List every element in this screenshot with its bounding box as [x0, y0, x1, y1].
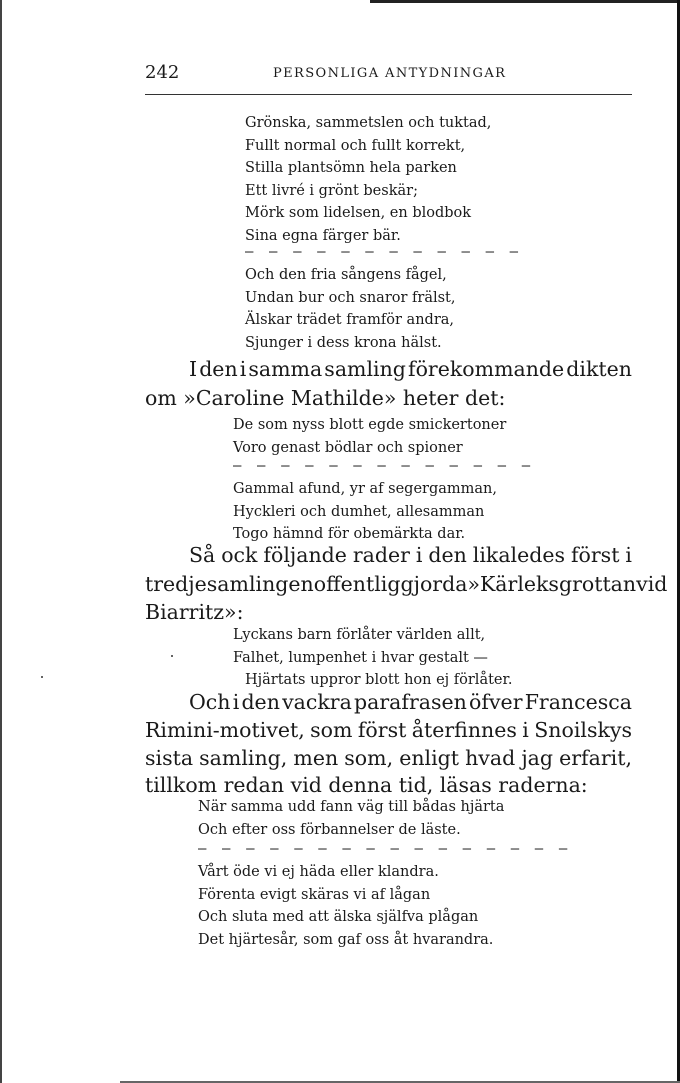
word: som	[310, 718, 353, 742]
running-head	[145, 60, 630, 90]
scan-speck	[41, 676, 43, 678]
word: i	[522, 718, 529, 742]
word: samling	[324, 357, 406, 381]
word: följande	[263, 543, 347, 567]
verse-line: Gammal afund, yr af segergamman,	[233, 481, 497, 497]
poem-4-ellipsis-dashes: — — — — — — — — — — — — — — — —	[198, 841, 571, 857]
word: tredje	[145, 572, 207, 596]
word: den	[199, 357, 238, 381]
scan-edge-left	[0, 0, 2, 1083]
word: Rimini-motivet,	[145, 718, 305, 742]
word: enligt	[399, 746, 459, 770]
poem-1-stanza-1	[245, 112, 491, 247]
word: den	[428, 543, 467, 567]
word: erfarit,	[559, 746, 632, 770]
word: Snoilskys	[534, 718, 632, 742]
verse-line: Falhet, lumpenhet i hvar gestalt —	[233, 649, 488, 666]
verse-line: Ett livré i grönt beskär;	[245, 182, 418, 199]
word: hvad	[465, 746, 516, 770]
verse-line: Älskar trädet framför andra,	[245, 312, 455, 328]
prose-3-line-1	[189, 690, 632, 714]
verse-line: Sjunger i dess krona hälst.	[245, 334, 442, 351]
header-rule	[145, 94, 632, 95]
verse-line: Grönska, sammetslen och tuktad,	[245, 115, 492, 131]
word: Francesca	[524, 690, 632, 714]
word: först	[570, 543, 620, 567]
verse-line: Hjärtats uppror blott hon ej förlåter.	[245, 672, 513, 688]
word: likaledes	[472, 543, 566, 567]
poem-2-stanza-2	[233, 478, 497, 546]
word: förekommande	[408, 357, 565, 381]
poem-2-stanza-1	[233, 414, 506, 459]
prose-1-line-1	[189, 357, 632, 381]
verse-line: Voro genast bödlar och spioner	[233, 439, 463, 456]
word: först	[357, 718, 407, 742]
verse-line: Vårt öde vi ej häda eller klandra.	[198, 864, 439, 880]
running-head-title: PERSONLIGA ANTYDNINGAR	[273, 66, 507, 81]
verse-line: Förenta evigt skäras vi af lågan	[198, 886, 431, 903]
word: i	[232, 690, 240, 714]
verse-line: När samma udd fann väg till bådas hjärta	[198, 799, 505, 815]
word: men	[293, 746, 339, 770]
page-number: 242	[145, 62, 180, 83]
word: i	[415, 543, 423, 567]
prose-2-line-2	[145, 572, 668, 596]
verse-line: Mörk som lidelsen, en blodbok	[245, 205, 472, 221]
word: dikten	[566, 357, 632, 381]
verse-line: Hyckleri och dumhet, allesamman	[233, 503, 485, 520]
word: vackra	[282, 690, 352, 714]
word: i	[625, 543, 632, 567]
verse-line: Undan bur och snaror frälst,	[245, 289, 456, 306]
verse-line: Och efter oss förbannelser de läste.	[198, 821, 461, 838]
prose-3-line-2	[145, 718, 632, 742]
scan-speck	[171, 655, 173, 657]
poem-4-stanza-1	[198, 796, 504, 841]
word: Så	[189, 543, 216, 567]
poem-3	[233, 624, 512, 692]
word: samlingen	[206, 572, 314, 596]
verse-line: Sina egna färger bär.	[245, 227, 401, 244]
poem-1-stanza-2	[245, 264, 455, 354]
verse-line: Och sluta med att älska själfva plågan	[198, 909, 479, 925]
word: samma	[248, 357, 323, 381]
prose-2-line-1	[189, 543, 632, 567]
poem-2-ellipsis-dashes: — — — — — — — — — — — — —	[233, 458, 534, 474]
verse-line: Det hjärtesår, som gaf oss åt hvarandra.	[198, 931, 494, 948]
word: öfver	[469, 690, 523, 714]
prose-3-line-4: tillkom redan vid denna tid, läsas raderna:	[145, 773, 588, 797]
word: sista	[145, 746, 194, 770]
word: »Kärleksgrottan	[467, 572, 637, 596]
prose-1-line-2: om »Caroline Mathilde» heter det:	[145, 386, 506, 410]
word: den	[241, 690, 280, 714]
verse-line: De som nyss blott egde smickertoner	[233, 417, 507, 433]
scan-edge-top	[370, 0, 680, 3]
word: rader	[352, 543, 410, 567]
verse-line: Fullt normal och fullt korrekt,	[245, 137, 466, 154]
word: jag	[521, 746, 554, 770]
word: offentliggjorda	[313, 572, 468, 596]
word: Och	[189, 690, 231, 714]
verse-line: Togo hämnd för obemärkta dar.	[233, 526, 466, 542]
verse-line: Stilla plantsömn hela parken	[245, 160, 457, 176]
word: vid	[636, 572, 668, 596]
word: parafrasen	[354, 690, 467, 714]
prose-2-line-3: Biarritz»:	[145, 600, 244, 624]
word: ock	[221, 543, 258, 567]
verse-line: Lyckans barn förlåter världen allt,	[233, 627, 486, 643]
verse-line: Och den fria sångens fågel,	[245, 267, 447, 283]
word: som,	[344, 746, 394, 770]
word: återfinnes	[411, 718, 517, 742]
word: I	[189, 357, 198, 381]
poem-1-ellipsis-dashes: — — — — — — — — — — — —	[245, 244, 522, 260]
word: i	[239, 357, 247, 381]
prose-3-line-3	[145, 746, 632, 770]
word: samling,	[199, 746, 288, 770]
poem-4-stanza-2	[198, 861, 493, 951]
